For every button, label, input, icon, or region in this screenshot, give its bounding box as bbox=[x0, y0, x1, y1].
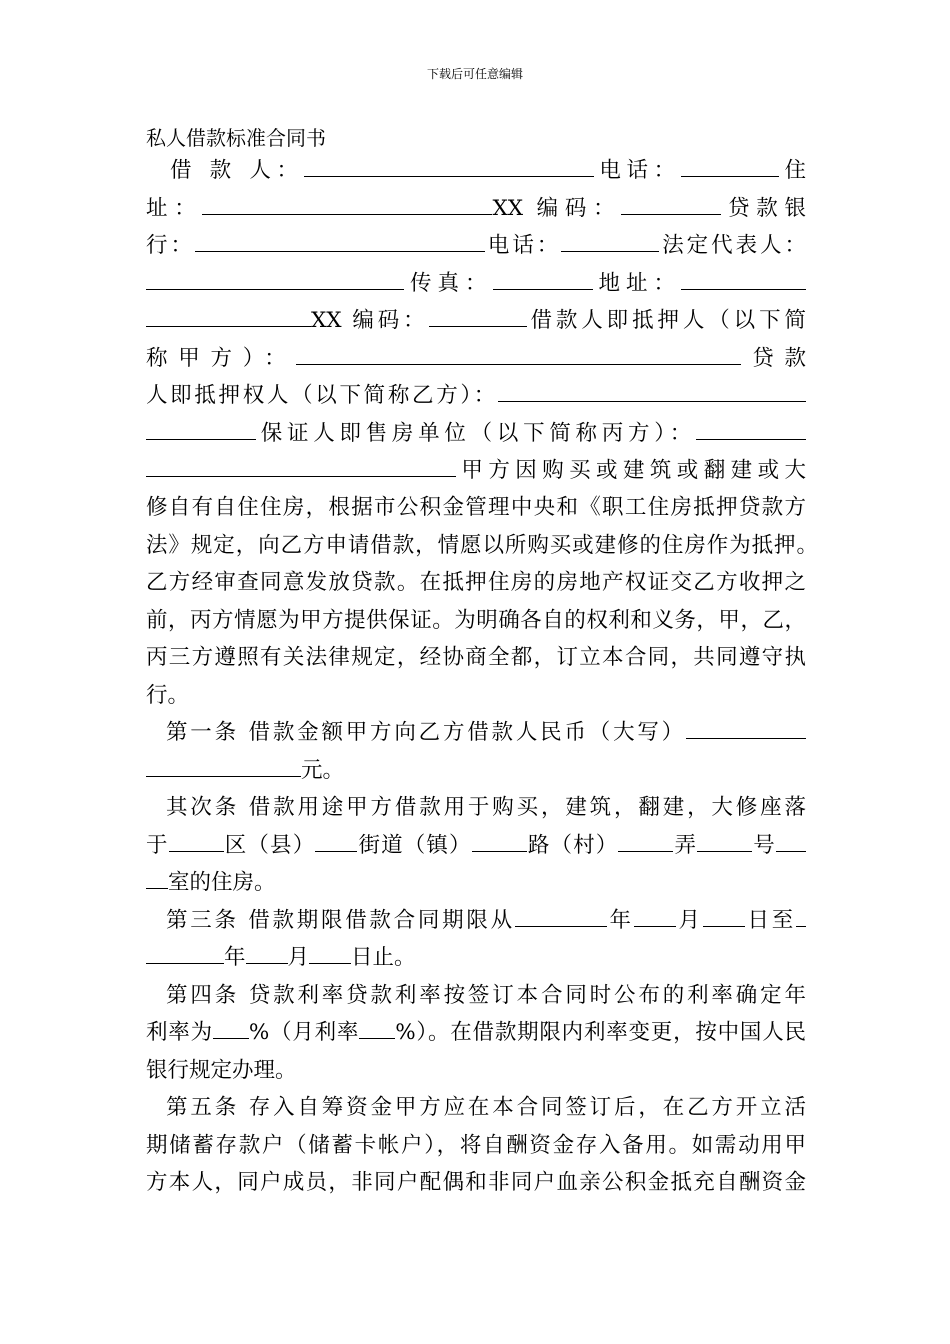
end-day-blank[interactable] bbox=[309, 943, 351, 964]
address-blank[interactable] bbox=[202, 194, 492, 215]
street-blank[interactable] bbox=[315, 831, 357, 852]
article-2-line-3 bbox=[146, 868, 806, 898]
room-blank-2[interactable] bbox=[146, 868, 168, 889]
mortgagor-blank[interactable] bbox=[296, 344, 741, 365]
address-char-2: 址： bbox=[146, 196, 203, 221]
article-5-line-2: 期储蓄存款户（储蓄卡帐户），将自酬资金存入备用。如需动用甲 bbox=[146, 1133, 806, 1158]
phone-label-2: 电话： bbox=[484, 233, 562, 258]
article-2-line-2 bbox=[146, 831, 806, 861]
article-4-line-3: 银行规定办理。 bbox=[146, 1058, 297, 1083]
bank-label-part1: 贷款银 bbox=[721, 196, 806, 221]
lender-part2: 人即抵押权人（以下简称乙方）： bbox=[146, 383, 498, 408]
article-1-line-1 bbox=[146, 718, 806, 748]
article-1-title: 第一条 借款金额 bbox=[166, 720, 346, 745]
preamble-line-7: 行。 bbox=[146, 683, 190, 708]
district-blank[interactable] bbox=[169, 831, 224, 852]
page-header: 下载后可任意编辑 bbox=[426, 67, 523, 81]
bank-label-part2: 行： bbox=[146, 233, 195, 258]
party-line-8 bbox=[146, 419, 806, 449]
room-label: 室的住房。 bbox=[168, 870, 276, 895]
lender-blank-2[interactable] bbox=[146, 419, 256, 440]
annual-rate-blank[interactable] bbox=[213, 1018, 249, 1039]
borrower-blank[interactable] bbox=[304, 156, 594, 177]
phone-label: 电话： bbox=[593, 158, 681, 183]
year-label: 年 bbox=[606, 908, 634, 933]
mortgagor-part2: 称甲方）： bbox=[146, 346, 297, 371]
monthly-rate-label: %（月利率 bbox=[248, 1020, 360, 1045]
phone-blank[interactable] bbox=[681, 156, 779, 177]
postcode-blank-2[interactable] bbox=[429, 306, 527, 327]
borrower-label: 借 款 人： bbox=[170, 158, 304, 183]
lender-blank[interactable] bbox=[498, 381, 806, 402]
monthly-rate-blank[interactable] bbox=[359, 1018, 395, 1039]
article-5-title: 第五条 存入自筹资金 bbox=[166, 1095, 395, 1120]
guarantor-label: 保证人即售房单位（以下简称丙方）： bbox=[256, 421, 696, 446]
guarantor-blank[interactable] bbox=[696, 419, 806, 440]
party-line-3 bbox=[146, 231, 806, 261]
street-label: 街道（镇） bbox=[357, 833, 472, 858]
preamble-line-6: 丙三方遵照有关法律规定，经协商全都，订立本合同，共同遵守执 bbox=[146, 645, 806, 670]
article-1-text: 甲方向乙方借款人民币（大写） bbox=[345, 720, 686, 745]
mortgagor-part1: 借款人即抵押人（以下简 bbox=[526, 308, 806, 333]
postcode-blank[interactable] bbox=[621, 194, 721, 215]
document-title: 私人借款标准合同书 bbox=[146, 126, 326, 150]
guarantor-blank-2[interactable] bbox=[146, 456, 456, 477]
addr-blank-3[interactable] bbox=[146, 306, 311, 327]
amount-blank-2[interactable] bbox=[146, 756, 301, 777]
party-line-7 bbox=[146, 381, 806, 411]
article-5-line-3: 方本人，同户成员，非同户配偶和非同户血亲公积金抵充自酬资金 bbox=[146, 1170, 806, 1195]
district-label: 区（县） bbox=[223, 833, 316, 858]
bank-blank[interactable] bbox=[195, 231, 485, 252]
phone-blank-2[interactable] bbox=[561, 231, 659, 252]
number-blank[interactable] bbox=[697, 831, 752, 852]
day-end-label: 日止。 bbox=[351, 945, 416, 970]
road-blank[interactable] bbox=[472, 831, 527, 852]
preamble-line-4: 乙方经审查同意发放贷款。在抵押住房的房地产权证交乙方收押之 bbox=[146, 570, 806, 595]
article-4-text: 贷款利率按签订本合同时公布的利率确定年 bbox=[346, 983, 806, 1008]
amount-blank[interactable] bbox=[686, 718, 806, 739]
article-3-line-1 bbox=[146, 906, 806, 936]
preamble-line-5: 前，丙方情愿为甲方提供保证。为明确各自的权利和义务，甲，乙， bbox=[146, 608, 806, 633]
article-4-line-2 bbox=[146, 1018, 806, 1048]
fax-blank[interactable] bbox=[493, 269, 593, 290]
article-4-line-1 bbox=[146, 981, 806, 1011]
article-4-title: 第四条 贷款利率 bbox=[166, 983, 347, 1008]
party-line-4 bbox=[146, 269, 806, 299]
postcode-label-2: XX 编码： bbox=[311, 308, 429, 333]
year-label-2: 年 bbox=[224, 945, 246, 970]
lane-blank[interactable] bbox=[618, 831, 673, 852]
party-line-5 bbox=[146, 306, 806, 336]
start-day-blank[interactable] bbox=[703, 906, 745, 927]
fax-label: 传真： bbox=[404, 271, 493, 296]
party-line-1 bbox=[146, 156, 806, 186]
legal-rep-blank[interactable] bbox=[146, 269, 404, 290]
preamble-line-1 bbox=[146, 456, 806, 486]
article-1-unit: 元。 bbox=[301, 758, 345, 783]
party-line-6 bbox=[146, 344, 806, 374]
article-2-text-part2: 于 bbox=[146, 833, 169, 858]
lane-label: 弄 bbox=[673, 833, 698, 858]
addr-blank-2[interactable] bbox=[681, 269, 806, 290]
article-5-line-1 bbox=[146, 1093, 806, 1123]
end-year-blank-2[interactable] bbox=[146, 943, 224, 964]
article-2-line-1 bbox=[146, 793, 806, 823]
postcode-label: XX 编码： bbox=[492, 196, 622, 221]
article-2-text-part1: 甲方借款用于购买，建筑，翻建，大修座落 bbox=[346, 795, 806, 820]
number-label: 号 bbox=[752, 833, 776, 858]
start-year-blank[interactable] bbox=[515, 906, 607, 927]
end-year-blank[interactable] bbox=[796, 906, 806, 927]
article-5-text-1: 甲方应在本合同签订后，在乙方开立活 bbox=[394, 1095, 806, 1120]
room-blank[interactable] bbox=[776, 831, 806, 852]
day-to-label: 日至 bbox=[744, 908, 796, 933]
article-3-title: 第三条 借款期限 bbox=[166, 908, 346, 933]
addr-label-2: 地址： bbox=[592, 271, 681, 296]
lender-part1: 贷款 bbox=[741, 346, 806, 371]
road-label: 路（村） bbox=[526, 833, 619, 858]
article-1-line-2 bbox=[146, 756, 806, 786]
article-2-title: 其次条 借款用途 bbox=[166, 795, 347, 820]
start-month-blank[interactable] bbox=[634, 906, 676, 927]
end-month-blank[interactable] bbox=[246, 943, 288, 964]
article-3-text: 借款合同期限从 bbox=[345, 908, 515, 933]
month-label: 月 bbox=[675, 908, 703, 933]
address-char-1: 住 bbox=[778, 158, 806, 183]
preamble-start: 甲方因购买或建筑或翻建或大 bbox=[456, 458, 806, 483]
annual-rate-label: 利率为 bbox=[146, 1020, 213, 1045]
party-line-2 bbox=[146, 194, 806, 224]
legal-rep-label: 法定代表人： bbox=[659, 233, 806, 258]
article-3-line-2 bbox=[146, 943, 806, 973]
preamble-line-2: 修自有自住住房，根据市公积金管理中央和《职工住房抵押贷款方 bbox=[146, 495, 806, 520]
month-label-2: 月 bbox=[287, 945, 310, 970]
article-4-rest: %）。在借款期限内利率变更，按中国人民 bbox=[395, 1020, 806, 1045]
preamble-line-3: 法》规定，向乙方申请借款，情愿以所购买或建修的住房作为抵押。 bbox=[146, 533, 818, 558]
